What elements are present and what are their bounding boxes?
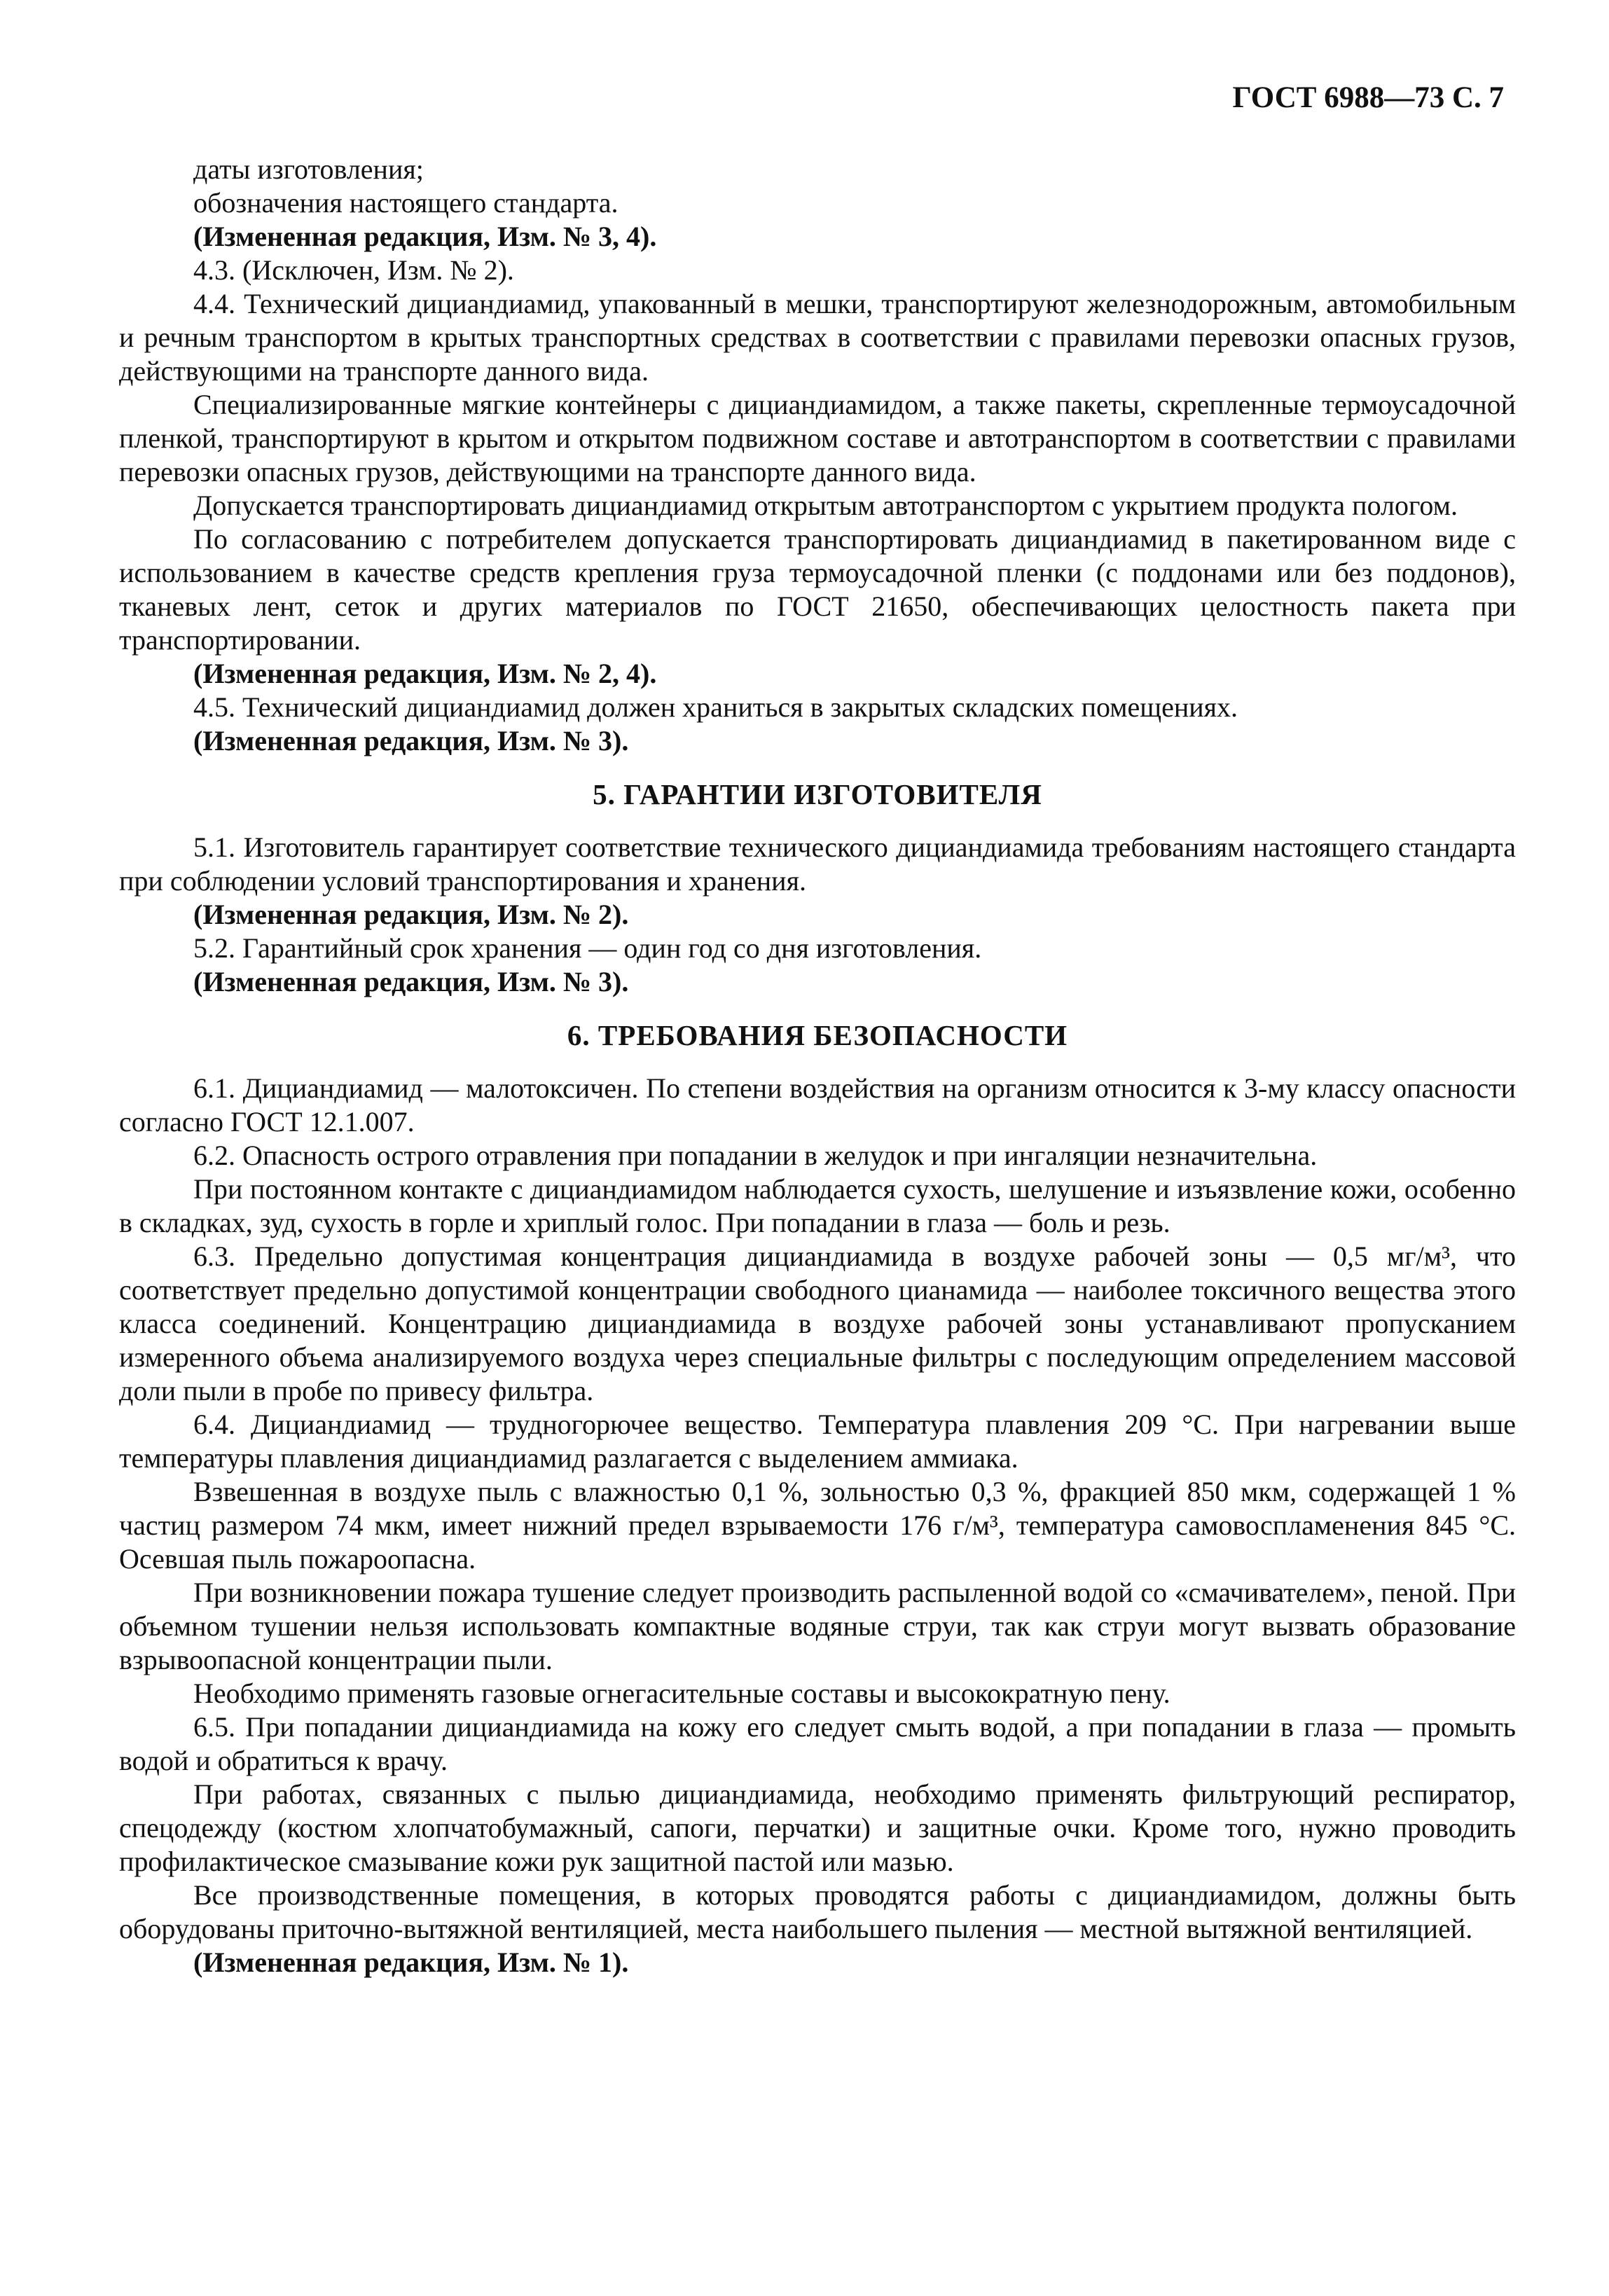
amendment-note: (Измененная редакция, Изм. № 1). bbox=[193, 1946, 629, 1978]
paragraph: Специализированные мягкие контейнеры с дициандиамидом, а также пакеты, скрепленные термоусадочной пленкой, транспортируют в крытом и открытом подвижном составе и автотранспортом в соответствии с правилами перевозки опасных грузов, действующими на транспорте данного вида. bbox=[119, 389, 1516, 487]
amendment-note: (Измененная редакция, Изм. № 3). bbox=[193, 725, 629, 756]
document-body bbox=[119, 153, 1516, 1979]
section-heading-5: 5. ГАРАНТИИ ИЗГОТОВИТЕЛЯ bbox=[593, 778, 1042, 810]
clause-5-2: 5.2. Гарантийный срок хранения — один год со дня изготовления. bbox=[193, 932, 982, 964]
clause-6-3: 6.3. Предельно допустимая концентрация дициандиамида в воздухе рабочей зоны — 0,5 мг/м³, что соответствует предельно допустимой концентрации свободного цианамида — наиболее токсичного вещества этого класса соединений. Концентрацию дициандиамида в воздухе рабочей зоны устанавливают пропусканием измеренного объема анализируемого воздуха через специальные фильтры с последующим определением массовой доли пыли в пробе по привесу фильтра. bbox=[119, 1240, 1516, 1406]
paragraph: При постоянном контакте с дициандиамидом наблюдается сухость, шелушение и изъязвление кожи, особенно в складках, зуд, сухость в горле и хриплый голос. При попадании в глаза — боль и резь. bbox=[119, 1173, 1516, 1238]
page-header: ГОСТ 6988—73 С. 7 bbox=[1232, 81, 1504, 114]
paragraph: обозначения настоящего стандарта. bbox=[193, 187, 619, 219]
paragraph: Допускается транспортировать дициандиамид открытым автотранспортом с укрытием продукта пологом. bbox=[193, 490, 1458, 521]
clause-6-2: 6.2. Опасность острого отравления при попадании в желудок и при ингаляции незначительна. bbox=[193, 1140, 1318, 1171]
clause-4-3: 4.3. (Исключен, Изм. № 2). bbox=[193, 254, 514, 286]
paragraph: даты изготовления; bbox=[193, 153, 424, 185]
amendment-note: (Измененная редакция, Изм. № 2, 4). bbox=[193, 658, 657, 689]
clause-6-4: 6.4. Дициандиамид — трудногорючее вещество. Температура плавления 209 °С. При нагревании выше температуры плавления дициандиамид разлагается с выделением аммиака. bbox=[119, 1409, 1516, 1474]
amendment-note: (Измененная редакция, Изм. № 3). bbox=[193, 966, 629, 997]
amendment-note: (Измененная редакция, Изм. № 3, 4). bbox=[193, 221, 657, 252]
paragraph: Взвешенная в воздухе пыль с влажностью 0,1 %, зольностью 0,3 %, фракцией 850 мкм, содержащей 1 % частиц размером 74 мкм, имеет нижний предел взрываемости 176 г/м³, температура самовоспламенения 845 °С. Осевшая пыль пожароопасна. bbox=[119, 1476, 1516, 1575]
paragraph: При возникновении пожара тушение следует производить распыленной водой со «смачивателем», пеной. При объемном тушении нельзя использовать компактные водяные струи, так как струи могут вызвать образование взрывоопасной концентрации пыли. bbox=[119, 1577, 1516, 1675]
clause-4-5: 4.5. Технический дициандиамид должен храниться в закрытых складских помещениях. bbox=[193, 691, 1238, 723]
clause-6-1: 6.1. Дициандиамид — малотоксичен. По степени воздействия на организм относится к 3-му классу опасности согласно ГОСТ 12.1.007. bbox=[119, 1072, 1516, 1137]
paragraph: Необходимо применять газовые огнегасительные составы и высокократную пену. bbox=[193, 1678, 1171, 1709]
section-heading-6: 6. ТРЕБОВАНИЯ БЕЗОПАСНОСТИ bbox=[567, 1019, 1068, 1051]
paragraph: По согласованию с потребителем допускается транспортировать дициандиамид в пакетированном виде с использованием в качестве средств крепления груза термоусадочной пленки (с поддонами или без поддонов), тканевых лент, сеток и других материалов по ГОСТ 21650, обеспечивающих целостность пакета при транспортировании. bbox=[119, 523, 1516, 656]
clause-6-5: 6.5. При попадании дициандиамида на кожу его следует смыть водой, а при попадании в глаза — промыть водой и обратиться к врачу. bbox=[119, 1711, 1516, 1776]
paragraph: Все производственные помещения, в которых проводятся работы с дициандиамидом, должны быть оборудованы приточно-вытяжной вентиляцией, места наибольшего пыления — местной вытяжной вентиляцией. bbox=[119, 1879, 1516, 1944]
paragraph: При работах, связанных с пылью дициандиамида, необходимо применять фильтрующий респиратор, спецодежду (костюм хлопчатобумажный, сапоги, перчатки) и защитные очки. Кроме того, нужно проводить профилактическое смазывание кожи рук защитной пастой или мазью. bbox=[119, 1778, 1516, 1877]
clause-5-1: 5.1. Изготовитель гарантирует соответствие технического дициандиамида требованиям настоящего стандарта при соблюдении условий транспортирования и хранения. bbox=[119, 831, 1516, 897]
amendment-note: (Измененная редакция, Изм. № 2). bbox=[193, 899, 629, 930]
clause-4-4: 4.4. Технический дициандиамид, упакованный в мешки, транспортируют железнодорожным, автомобильным и речным транспортом в крытых транспортных средствах в соответствии с правилами перевозки опасных грузов, действующими на транспорте данного вида. bbox=[119, 288, 1516, 387]
